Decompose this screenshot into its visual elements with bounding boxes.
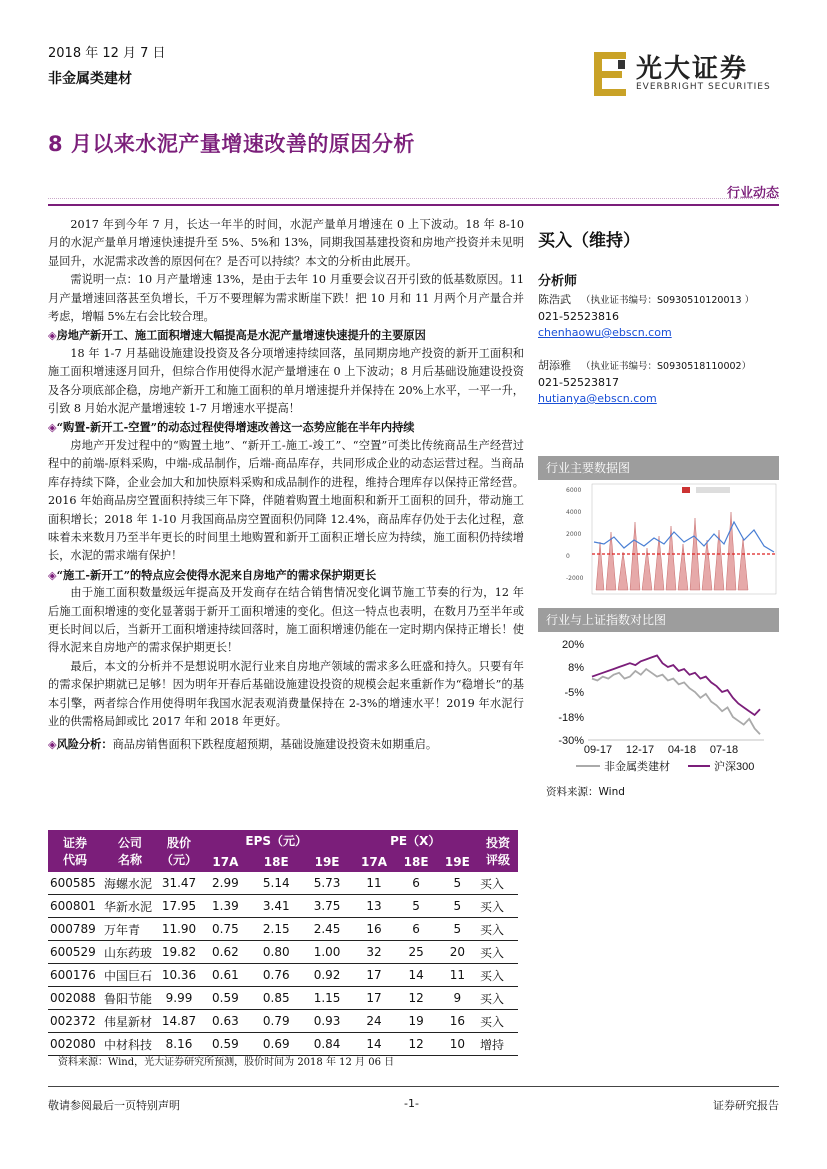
- cell-eps-17a: 0.59: [200, 987, 251, 1010]
- cell-rating: 买入: [478, 895, 518, 918]
- header-rating: 投资 评级: [478, 830, 518, 872]
- stock-valuation-table: [48, 830, 518, 1056]
- cell-code: 600529: [48, 941, 102, 964]
- cell-code: 600176: [48, 964, 102, 987]
- cell-price: 9.99: [158, 987, 200, 1010]
- cell-code: 600585: [48, 872, 102, 895]
- investment-rating: 买入（维持）: [538, 231, 640, 251]
- cell-eps-17a: 1.39: [200, 895, 251, 918]
- cell-rating: 买入: [478, 872, 518, 895]
- cell-pe-18e: 5: [396, 895, 437, 918]
- analyst-name: 胡添雅: [538, 359, 571, 372]
- cell-pe-19e: 5: [437, 895, 478, 918]
- cell-pe-18e: 6: [396, 918, 437, 941]
- cell-pe-17a: 13: [352, 895, 395, 918]
- industry-data-chart-image: [564, 482, 778, 600]
- cell-price: 10.36: [158, 964, 200, 987]
- cell-price: 8.16: [158, 1033, 200, 1056]
- cell-eps-18e: 0.80: [251, 941, 302, 964]
- panel-industry-data-title: 行业主要数据图: [538, 456, 779, 480]
- cell-pe-18e: 19: [396, 1010, 437, 1033]
- cell-price: 11.90: [158, 918, 200, 941]
- cell-stock-name: 万年青: [102, 918, 158, 941]
- cell-pe-19e: 5: [437, 872, 478, 895]
- series-line-0: [592, 669, 760, 734]
- legend-label-0: 非金属类建材: [604, 761, 670, 773]
- section-heading-2: ◈“购置-新开工-空置”的动态过程使得增速改善这一态势应能在半年内持续: [48, 420, 415, 435]
- cell-pe-18e: 12: [396, 1033, 437, 1056]
- divider-dotted: [48, 198, 779, 199]
- cell-stock-name: 鲁阳节能: [102, 987, 158, 1010]
- cell-pe-17a: 17: [352, 987, 395, 1010]
- logo-mark-icon: [592, 50, 632, 100]
- diamond-bullet-icon: ◈: [48, 737, 57, 752]
- analysts-title: 分析师: [538, 274, 578, 289]
- cell-rating: 买入: [478, 987, 518, 1010]
- table-row: [48, 1010, 518, 1033]
- analyst-email-link[interactable]: hutianya@ebscn.com: [538, 392, 657, 405]
- cell-pe-18e: 12: [396, 987, 437, 1010]
- header-pe: PE（X）: [352, 830, 478, 851]
- cell-rating: 买入: [478, 1010, 518, 1033]
- page-number: -1-: [404, 1097, 419, 1110]
- section-heading-1: ◈房地产新开工、施工面积增速大幅提高是水泥产量增速快速提升的主要原因: [48, 328, 426, 343]
- risk-analysis: ◈风险分析：商品房销售面积下跌程度超预期，基础设施建设投资未如期重启。: [48, 737, 438, 752]
- cell-pe-19e: 11: [437, 964, 478, 987]
- cell-eps-19e: 0.92: [302, 964, 353, 987]
- logo-english-text: EVERBRIGHT SECURITIES: [636, 82, 771, 92]
- x-tick-label: 04-18: [667, 744, 697, 756]
- cell-eps-17a: 0.61: [200, 964, 251, 987]
- header-year: 19E: [437, 851, 478, 872]
- x-tick-label: 09-17: [583, 744, 613, 756]
- cell-pe-19e: 9: [437, 987, 478, 1010]
- cell-pe-18e: 25: [396, 941, 437, 964]
- cell-code: 002080: [48, 1033, 102, 1056]
- cell-eps-17a: 2.99: [200, 872, 251, 895]
- diamond-bullet-icon: ◈: [48, 420, 57, 435]
- paragraph-2: 需说明一点：10 月产量增速 13%，是由于去年 10 月重要会议召开引致的低基数原因。11 月产量增速回落甚至负增长，千万不要理解为需求断崖下跌！把 10 月和 11 月两个月产量合并考虑，增幅 5%左右会比较合理。: [48, 273, 524, 324]
- cell-rating: 买入: [478, 964, 518, 987]
- svg-text:4000: 4000: [566, 509, 582, 516]
- table-row: [48, 964, 518, 987]
- cell-code: 600801: [48, 895, 102, 918]
- header-eps: EPS（元）: [200, 830, 352, 851]
- cell-stock-name: 海螺水泥: [102, 872, 158, 895]
- cell-eps-19e: 1.15: [302, 987, 353, 1010]
- cell-rating: 买入: [478, 941, 518, 964]
- cell-eps-19e: 2.45: [302, 918, 353, 941]
- header-year: 18E: [396, 851, 437, 872]
- paragraph-6: 最后，本文的分析并不是想说明水泥行业来自房地产领域的需求多么旺盛和持久。只要有年的需求保护期就已足够！因为明年开春后基础设施建设投资的规模会起来重新作为“稳增长”的基本引擎，两者综合作用使得明年我国水泥表观消费量保持在 2-3%的增速水平！2019 年水泥行业的供需格局卸或比 2017 年和 2018 年更好。: [48, 659, 524, 728]
- cell-stock-name: 山东药玻: [102, 941, 158, 964]
- x-tick-label: 12-17: [625, 744, 655, 756]
- table-row: [48, 941, 518, 964]
- cell-eps-18e: 0.79: [251, 1010, 302, 1033]
- footer-divider: [48, 1086, 779, 1087]
- cell-eps-18e: 0.85: [251, 987, 302, 1010]
- cell-pe-17a: 11: [352, 872, 395, 895]
- cell-price: 19.82: [158, 941, 200, 964]
- y-tick-label: 8%: [568, 662, 584, 675]
- table-row: [48, 872, 518, 895]
- cell-eps-19e: 0.93: [302, 1010, 353, 1033]
- report-date: 2018 年 12 月 7 日: [48, 46, 166, 61]
- header-year: 17A: [200, 851, 251, 872]
- y-tick-label: 20%: [561, 639, 584, 651]
- svg-text:2000: 2000: [566, 531, 582, 538]
- analyst-cert: （执业证书编号：S0930518110002）: [581, 361, 752, 372]
- paragraph-5: 由于施工面积数量级远年提高及开发商存在结合销售情况变化调节施工节奏的行为，12 年后施工面积增速的变化显著弱于新开工面积增速的变化。但这一特点也表明，在数月乃至半年或更长时间以后，当新开工面积增速持续回落时，施工面积增速仍能在一定时期内保持正增长！使得水泥来自房地产的需求保护期更长！: [48, 586, 524, 655]
- table-source-note: 资料来源：Wind，光大证券研究所预测，股价时间为 2018 年 12 月 06 日: [58, 1057, 395, 1068]
- cell-pe-19e: 5: [437, 918, 478, 941]
- analyst-cert: （执业证书编号：S0930510120013 ）: [581, 295, 755, 306]
- cell-eps-18e: 5.14: [251, 872, 302, 895]
- logo-chinese-text: 光大证券: [636, 54, 749, 84]
- cell-eps-18e: 0.69: [251, 1033, 302, 1056]
- industry-data-chart: [564, 482, 778, 600]
- y-tick-label: -18%: [558, 711, 584, 724]
- analyst-1: [538, 292, 754, 341]
- cell-pe-19e: 10: [437, 1033, 478, 1056]
- cell-eps-19e: 1.00: [302, 941, 353, 964]
- cell-eps-18e: 2.15: [251, 918, 302, 941]
- table-row: [48, 987, 518, 1010]
- cell-pe-19e: 20: [437, 941, 478, 964]
- report-type-tag: 行业动态: [726, 186, 779, 201]
- header-year: 17A: [352, 851, 395, 872]
- header-year: 19E: [302, 851, 353, 872]
- cell-stock-name: 中材科技: [102, 1033, 158, 1056]
- diamond-bullet-icon: ◈: [48, 567, 57, 582]
- svg-text:0: 0: [566, 553, 570, 560]
- cell-stock-name: 伟星新材: [102, 1010, 158, 1033]
- cell-pe-17a: 14: [352, 1033, 395, 1056]
- svg-text:-2000: -2000: [566, 575, 584, 582]
- cell-pe-17a: 24: [352, 1010, 395, 1033]
- analyst-email-link[interactable]: chenhaowu@ebscn.com: [538, 326, 672, 339]
- cell-rating: 增持: [478, 1033, 518, 1056]
- cell-eps-19e: 5.73: [302, 872, 353, 895]
- cell-eps-18e: 3.41: [251, 895, 302, 918]
- header-name: 公司 名称: [102, 830, 158, 872]
- report-body: [48, 216, 524, 755]
- cell-stock-name: 中国巨石: [102, 964, 158, 987]
- y-tick-label: -5%: [564, 687, 584, 699]
- footer-report-type: 证券研究报告: [713, 1099, 779, 1112]
- cell-rating: 买入: [478, 918, 518, 941]
- paragraph-1: 2017 年到今年 7 月，长达一年半的时间，水泥产量单月增速在 0 上下波动。18 年 8-10 月的水泥产量单月增速快速提升至 5%、5%和 13%，同期我国基建投资和房地产投资并未见明显回升，水泥需求改善的原因何在？是否可以持续？本文的分析由此展开。: [48, 218, 524, 268]
- cell-eps-17a: 0.62: [200, 941, 251, 964]
- divider-main: [48, 204, 779, 206]
- analyst-name: 陈浩武: [538, 293, 571, 306]
- header-year: 18E: [251, 851, 302, 872]
- paragraph-3: 18 年 1-7 月基础设施建设投资及各分项增速持续回落，虽同期房地产投资的新开工面积和施工面积增速逐月回升，但综合作用使得水泥产量增速在 0 上下波动；8 月后基础设施建设投资及各分项底部企稳，房地产新开工和施工面积的单月增速提升并保持在 20%上水平，一平一升，引致 8 月始水泥产量增速较 1-7 月增速水平提高！: [48, 346, 524, 416]
- analyst-phone: 021-52523816: [538, 310, 619, 323]
- chart-source: 资料来源：Wind: [546, 786, 625, 798]
- svg-text:6000: 6000: [566, 487, 582, 494]
- paragraph-4: 房地产开发过程中的“购置土地”、“新开工-施工-竣工”、“空置”可类比传统商品生产经营过程中的前端-原料采购，中端-成品制作，后端-商品库存，共同形成企业的动态运营过程。当商品库存持续下降，企业会加大和加快原料采购和成品制作的进程，维持合理库存以保持正常经营。2016 年始商品房空置面积持续三年下降，伴随着购置土地面积和新开工面积的回升，带动施工面积增长；2018 年 1-10 月我国商品房空置面积仍同降 12.4%，商品库存仍处于去化过程，意味着未来数月乃至半年更长的时间里土地购置和新开工面积正增长应为持续，施工面积仍持续增长，水泥的需求端有保护！: [48, 438, 524, 563]
- section-heading-3: ◈“施工-新开工”的特点应会使得水泥来自房地产的需求保护期更长: [48, 567, 377, 582]
- cell-pe-18e: 6: [396, 872, 437, 895]
- series-line-1: [592, 656, 760, 716]
- cell-stock-name: 华新水泥: [102, 895, 158, 918]
- cell-pe-18e: 14: [396, 964, 437, 987]
- analyst-2: [538, 358, 751, 407]
- index-compare-chart: [538, 634, 779, 786]
- cell-price: 17.95: [158, 895, 200, 918]
- cell-eps-17a: 0.59: [200, 1033, 251, 1056]
- table-row: [48, 918, 518, 941]
- cell-pe-17a: 16: [352, 918, 395, 941]
- x-tick-label: 07-18: [709, 744, 739, 756]
- cell-eps-19e: 3.75: [302, 895, 353, 918]
- cell-code: 002088: [48, 987, 102, 1010]
- panel-index-compare-title: 行业与上证指数对比图: [538, 608, 779, 632]
- header-code: 证券 代码: [48, 830, 102, 872]
- cell-eps-17a: 0.75: [200, 918, 251, 941]
- cell-pe-17a: 17: [352, 964, 395, 987]
- analyst-phone: 021-52523817: [538, 376, 619, 389]
- legend-label-1: 沪深300: [714, 761, 755, 773]
- cell-pe-19e: 16: [437, 1010, 478, 1033]
- cell-code: 002372: [48, 1010, 102, 1033]
- cell-pe-17a: 32: [352, 941, 395, 964]
- cell-eps-17a: 0.63: [200, 1010, 251, 1033]
- cell-eps-18e: 0.76: [251, 964, 302, 987]
- table-row: [48, 895, 518, 918]
- cell-price: 31.47: [158, 872, 200, 895]
- diamond-bullet-icon: ◈: [48, 328, 57, 343]
- footer-disclaimer: 敬请参阅最后一页特别声明: [48, 1099, 180, 1112]
- cell-eps-19e: 0.84: [302, 1033, 353, 1056]
- sector-label: 非金属类建材: [48, 71, 132, 87]
- cell-price: 14.87: [158, 1010, 200, 1033]
- y-tick-label: -30%: [558, 735, 584, 747]
- header-price: 股价 （元）: [158, 830, 200, 872]
- cell-code: 000789: [48, 918, 102, 941]
- report-title: 8 月以来水泥产量增速改善的原因分析: [48, 132, 415, 156]
